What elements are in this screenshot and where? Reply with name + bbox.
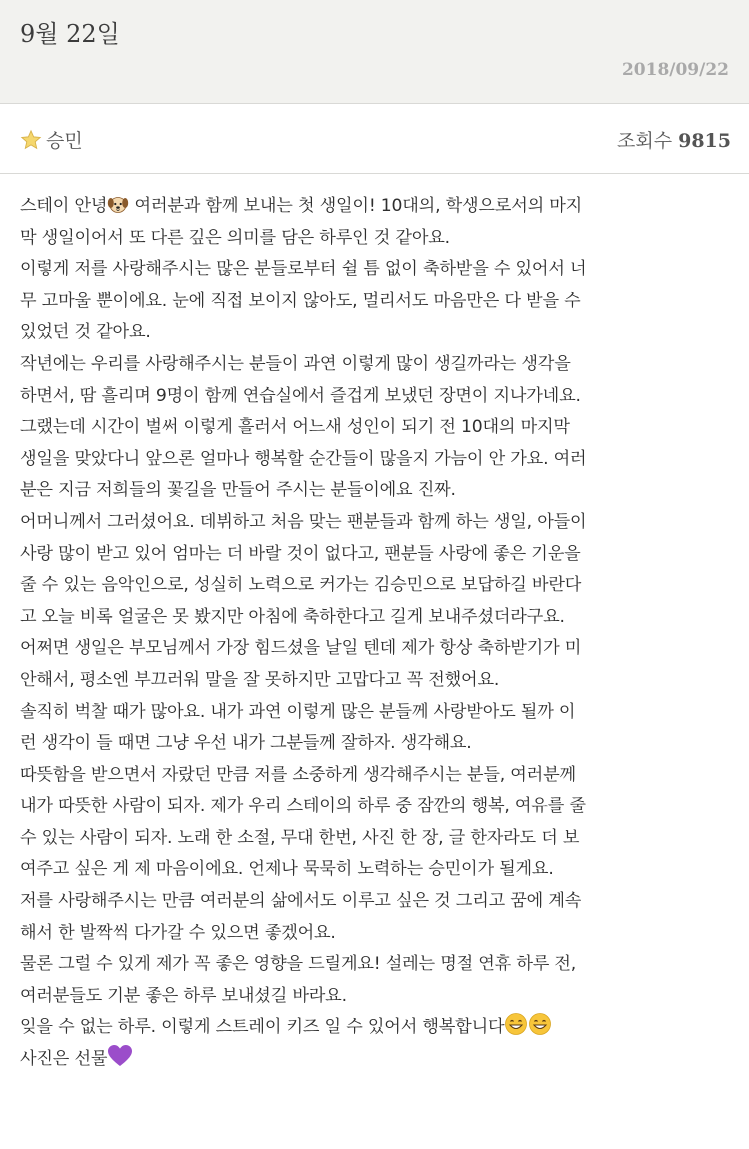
body-line: 그랬는데 시간이 벌써 이렇게 흘러서 어느새 성인이 되기 전 10대의 마지막 — [20, 417, 570, 438]
body-line: 사랑 많이 받고 있어 엄마는 더 바랄 것이 없다고, 팬분들 사랑에 좋은 기운을 — [20, 543, 581, 564]
body-line: 막 생일이어서 또 다른 깊은 의미를 담은 하루인 것 같아요. — [20, 227, 450, 248]
post-title: 9월 22일 — [20, 20, 120, 48]
body-text: 여러분과 함께 보내는 첫 생일이! 10대의, 학생으로서의 마지 — [129, 196, 583, 216]
dog-face-icon — [107, 193, 129, 227]
post-date: 2018/09/22 — [621, 60, 729, 80]
view-count-value: 9815 — [678, 130, 731, 152]
body-line: 어쩌면 생일은 부모님께서 가장 힘드셨을 날일 텐데 제가 항상 축하받기가 미 — [20, 638, 582, 659]
body-line: 수 있는 사람이 되자. 노래 한 소절, 무대 한번, 사진 한 장, 글 한자라도 더 보 — [20, 827, 580, 848]
body-text: 사진은 선물 — [20, 1049, 108, 1070]
body-line — [20, 1012, 735, 1044]
view-count — [617, 126, 731, 153]
purple-heart-icon — [107, 1044, 133, 1080]
body-line: 안해서, 평소엔 부끄러워 말을 잘 못하지만 고맙다고 꼭 전했어요. — [20, 669, 500, 690]
body-line: 고 오늘 비록 얼굴은 못 봤지만 아침에 축하한다고 길게 보내주셨더라구요. — [20, 606, 565, 627]
body-line — [20, 191, 735, 223]
body-line: 여주고 싶은 게 제 마음이에요. 언제나 묵묵히 노력하는 승민이가 될게요. — [20, 859, 554, 880]
body-line: 런 생각이 들 때면 그냥 우선 내가 그분들께 잘하자. 생각해요. — [20, 733, 472, 754]
body-line: 분은 지금 저희들의 꽃길을 만들어 주시는 분들이에요 진짜. — [20, 480, 456, 501]
star-icon — [20, 129, 42, 151]
body-line: 있었던 것 같아요. — [20, 322, 151, 343]
body-text: 잊을 수 없는 하루. 이렇게 스트레이 키즈 일 수 있어서 행복합니다 — [20, 1017, 505, 1038]
body-line: 저를 사랑해주시는 만큼 여러분의 삶에서도 이루고 싶은 것 그리고 꿈에 계속 — [20, 891, 582, 912]
view-count-label: 조회수 — [617, 130, 673, 152]
body-line: 해서 한 발짝씩 다가갈 수 있으면 좋겠어요. — [20, 922, 336, 943]
body-line: 무 고마울 뿐이에요. 눈에 직접 보이지 않아도, 멀리서도 마음만은 다 받을 수 — [20, 290, 581, 311]
grinning-face-icon — [528, 1012, 552, 1048]
body-line: 어머니께서 그러셨어요. 데뷔하고 처음 맞는 팬분들과 함께 하는 생일, 아들이 — [20, 511, 587, 532]
body-line: 물론 그럴 수 있게 제가 꼭 좋은 영향을 드릴게요! 설레는 명절 연휴 하루 전, — [20, 954, 577, 975]
body-line: 이렇게 저를 사랑해주시는 많은 분들로부터 쉴 틈 없이 축하받을 수 있어서 너 — [20, 259, 587, 280]
grinning-face-icon — [504, 1012, 528, 1048]
body-line: 따뜻함을 받으면서 자랐던 만큼 저를 소중하게 생각해주시는 분들, 여러분께 — [20, 764, 576, 785]
body-line: 하면서, 땀 흘리며 9명이 함께 연습실에서 즐겁게 보냈던 장면이 지나가네요. — [20, 385, 581, 406]
post-meta-bar — [0, 104, 749, 174]
post-header — [0, 0, 749, 104]
author-name: 승민 — [46, 130, 83, 152]
body-line: 작년에는 우리를 사랑해주시는 분들이 과연 이렇게 많이 생길까라는 생각을 — [20, 353, 571, 374]
body-line: 생일을 맞았다니 앞으론 얼마나 행복할 순간들이 많을지 가늠이 안 가요. 여러 — [20, 448, 587, 469]
body-line: 내가 따뜻한 사람이 되자. 제가 우리 스테이의 하루 중 잠깐의 행복, 여유를 줄 — [20, 796, 586, 817]
post-body — [20, 191, 735, 1076]
body-text: 스테이 안녕 — [20, 196, 108, 216]
body-line: 솔직히 벅찰 때가 많아요. 내가 과연 이렇게 많은 분들께 사랑받아도 될까 이 — [20, 701, 576, 722]
body-line: 여러분들도 기분 좋은 하루 보내셨길 바라요. — [20, 985, 347, 1006]
author[interactable] — [20, 126, 83, 153]
body-line — [20, 1044, 735, 1076]
body-line: 줄 수 있는 음악인으로, 성실히 노력으로 커가는 김승민으로 보답하길 바란다 — [20, 575, 582, 596]
